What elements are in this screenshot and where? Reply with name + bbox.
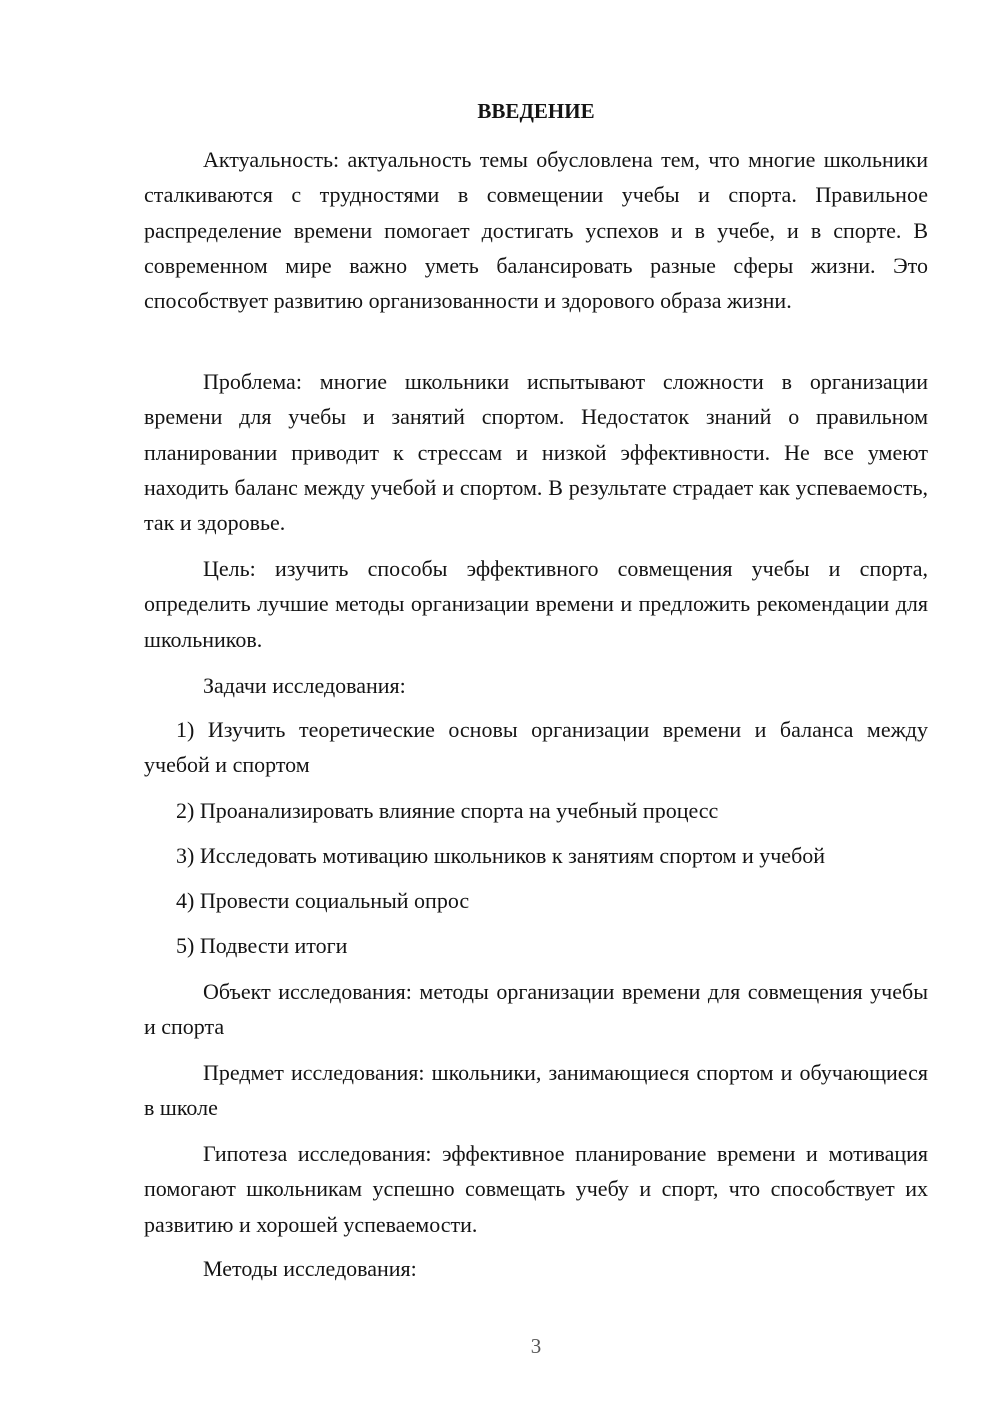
paragraph-hypothesis: Гипотеза исследования: эффективное планирование времени и мотивация помогают школьникам успешно совмещать учебу и спорт, что способствует их развитию и хорошей успеваемости. bbox=[144, 1141, 928, 1237]
paragraph-subject: Предмет исследования: школьники, занимающиеся спортом и обучающиеся в школе bbox=[144, 1060, 928, 1121]
page-number: 3 bbox=[530, 1334, 542, 1358]
task-item-1: 1) Изучить теоретические основы организации времени и баланса между учебой и спортом bbox=[144, 717, 928, 778]
task-item-5: 5) Подвести итоги bbox=[176, 933, 348, 958]
methods-title: Методы исследования: bbox=[203, 1256, 417, 1281]
task-item-2: 2) Проанализировать влияние спорта на учебный процесс bbox=[176, 798, 719, 823]
task-item-3: 3) Исследовать мотивацию школьников к занятиям спортом и учебой bbox=[176, 843, 826, 868]
paragraph-object: Объект исследования: методы организации времени для совмещения учебы и спорта bbox=[144, 979, 928, 1040]
paragraph-goal: Цель: изучить способы эффективного совмещения учебы и спорта, определить лучшие методы организации времени и предложить рекомендации для школьников. bbox=[144, 556, 928, 652]
page-title: ВВЕДЕНИЕ bbox=[477, 99, 595, 123]
task-item-4: 4) Провести социальный опрос bbox=[176, 888, 470, 913]
paragraph-problem: Проблема: многие школьники испытывают сложности в организации времени для учебы и занятий спортом. Недостаток знаний о правильном планировании приводит к стрессам и низкой эффективности. Не все умеют находить баланс между учебой и спортом. В результате страдает как успеваемость, так и здоровье. bbox=[144, 369, 928, 536]
tasks-title: Задачи исследования: bbox=[203, 673, 406, 698]
paragraph-relevance: Актуальность: актуальность темы обусловлена тем, что многие школьники сталкиваются с трудностями в совмещении учебы и спорта. Правильное распределение времени помогает достигать успехов и в учебе, и в спорте. В современном мире важно уметь балансировать разные сферы жизни. Это способствует развитию организованности и здорового образа жизни. bbox=[144, 147, 928, 314]
